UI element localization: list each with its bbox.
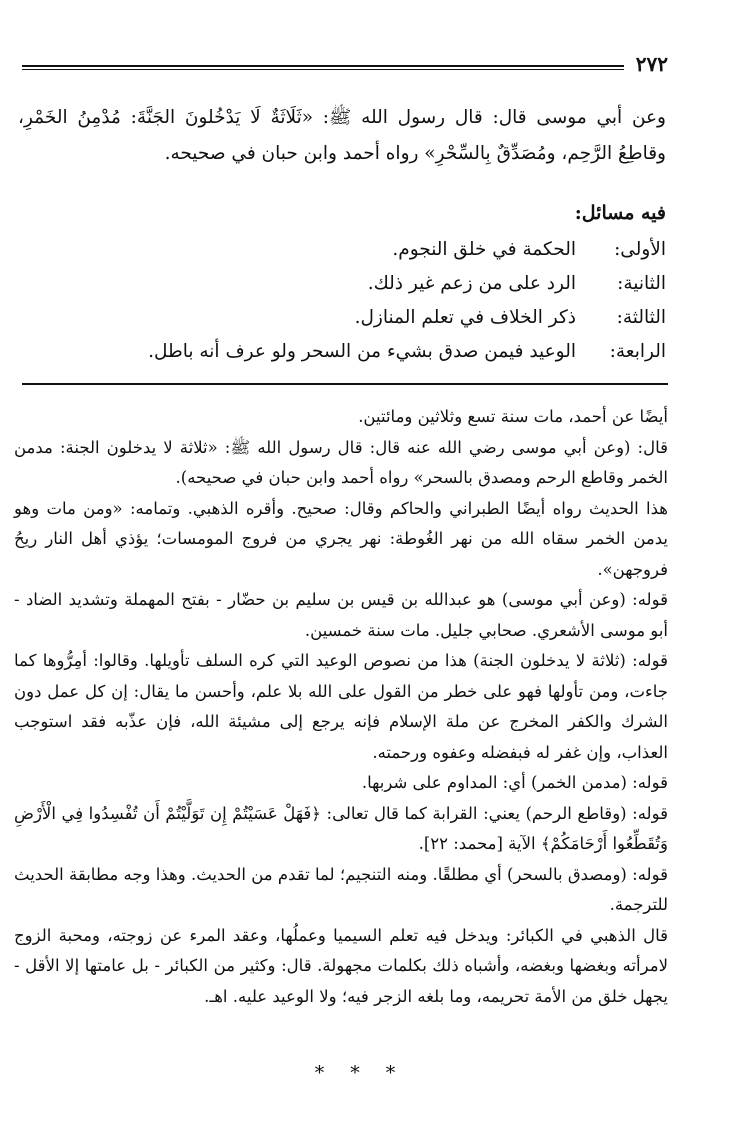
- section-end-stars: * * *: [314, 1062, 406, 1084]
- issue-label: الرابعة:: [609, 341, 666, 362]
- issues-title: فيه مسائل:: [574, 202, 666, 224]
- issue-label: الأولى:: [614, 239, 666, 260]
- section-divider: [22, 383, 668, 385]
- commentary-paragraph: قوله: (مدمن الخمر) أي: المداوم على شربها.: [361, 773, 668, 792]
- commentary-paragraph: قوله: (وقاطع الرحم) يعني: القرابة كما قال تعالى: ﴿فَهَلْ عَسَيْتُمْ إِن تَوَلَّيْتُمْ أَن تُفْسِدُوا فِي الْأَرْضِ وَتُقَطِّعُوا أَرْحَامَكُمْ﴾ الآية [محمد: ٢٢].: [14, 803, 668, 853]
- commentary-paragraph: قال الذهبي في الكبائر: ويدخل فيه تعلم السيميا وعملُها، وعقد المرء عن زوجته، ومحبة الزوج لامرأته وبغضها وبغضه، وأشباه ذلك بكلمات مجهولة. قال: وكثير من الكبائر - بل عامتها إلا الأقل - يجهل خلق من الأمة تحريمه، وما بلغه الزجر فيه؛ ولا الوعيد عليه. اهـ.: [14, 925, 668, 1006]
- issue-item: [80, 233, 666, 267]
- issues-list: [80, 233, 666, 369]
- issue-text: ذكر الخلاف في تعلم المنازل.: [354, 307, 576, 328]
- issue-item: [80, 301, 666, 335]
- issue-item: [80, 267, 666, 301]
- issue-text: الرد على من زعم غير ذلك.: [367, 273, 576, 294]
- page-number: ٢٧٢: [635, 52, 668, 76]
- commentary: [14, 402, 668, 1012]
- issue-label: الثانية:: [617, 273, 666, 294]
- issue-item: [80, 335, 666, 369]
- issue-text: الحكمة في خلق النجوم.: [392, 239, 576, 260]
- header-rule: [22, 65, 624, 70]
- issue-label: الثالثة:: [616, 307, 666, 328]
- commentary-paragraph: هذا الحديث رواه أيضًا الطبراني والحاكم وقال: صحيح. وأقره الذهبي. وتمامه: «ومن مات وهو يدمن الخمر سقاه الله من نهر الغُوطة: نهر يجري من فروج المومسات؛ يؤذي أهل النار ريحُ فروجهن».: [14, 498, 668, 579]
- commentary-paragraph: قال: (وعن أبي موسى رضي الله عنه قال: قال رسول الله ﷺ: «ثلاثة لا يدخلون الجنة: مدمن الخمر وقاطع الرحم ومصدق بالسحر» رواه أحمد وابن حبان في صحيحه).: [14, 437, 668, 487]
- hadith-text: [18, 100, 666, 172]
- commentary-paragraph: قوله: (ثلاثة لا يدخلون الجنة) هذا من نصوص الوعيد التي كره السلف تأويلها. وقالوا: أمِرُّوها كما جاءت، ومن تأولها فهو على خطر من القول على الله بلا علم، وأحسن ما يقال: إن كل عمل دون الشرك والكفر المخرج عن ملة الإسلام فإنه يرجع إلى مشيئة الله، فإن عذّبه فقد استوجب العذاب، وإن غفر له فبفضله وعفوه ورحمته.: [14, 651, 668, 762]
- hadith-paragraph: وعن أبي موسى قال: قال رسول الله ﷺ: «ثَلَاثَةٌ لَا يَدْخُلونَ الجَنَّةَ: مُدْمِنُ الخَمْرِ، وقاطِعُ الرَّحِم، ومُصَدِّقٌ بِالسِّحْرِ» رواه أحمد وابن حبان في صحيحه.: [18, 107, 666, 164]
- commentary-paragraph: قوله: (وعن أبي موسى) هو عبدالله بن قيس بن سليم بن حضّار - بفتح المهملة وتشديد الضاد - أبو موسى الأشعري. صحابي جليل. مات سنة خمسين.: [14, 590, 668, 640]
- commentary-paragraph: أيضًا عن أحمد، مات سنة تسع وثلاثين ومائتين.: [358, 407, 668, 426]
- issue-text: الوعيد فيمن صدق بشيء من السحر ولو عرف أنه باطل.: [148, 341, 576, 362]
- commentary-paragraph: قوله: (ومصدق بالسحر) أي مطلقًا. ومنه التنجيم؛ لما تقدم من الحديث. وهذا وجه مطابقة الحديث للترجمة.: [14, 864, 668, 914]
